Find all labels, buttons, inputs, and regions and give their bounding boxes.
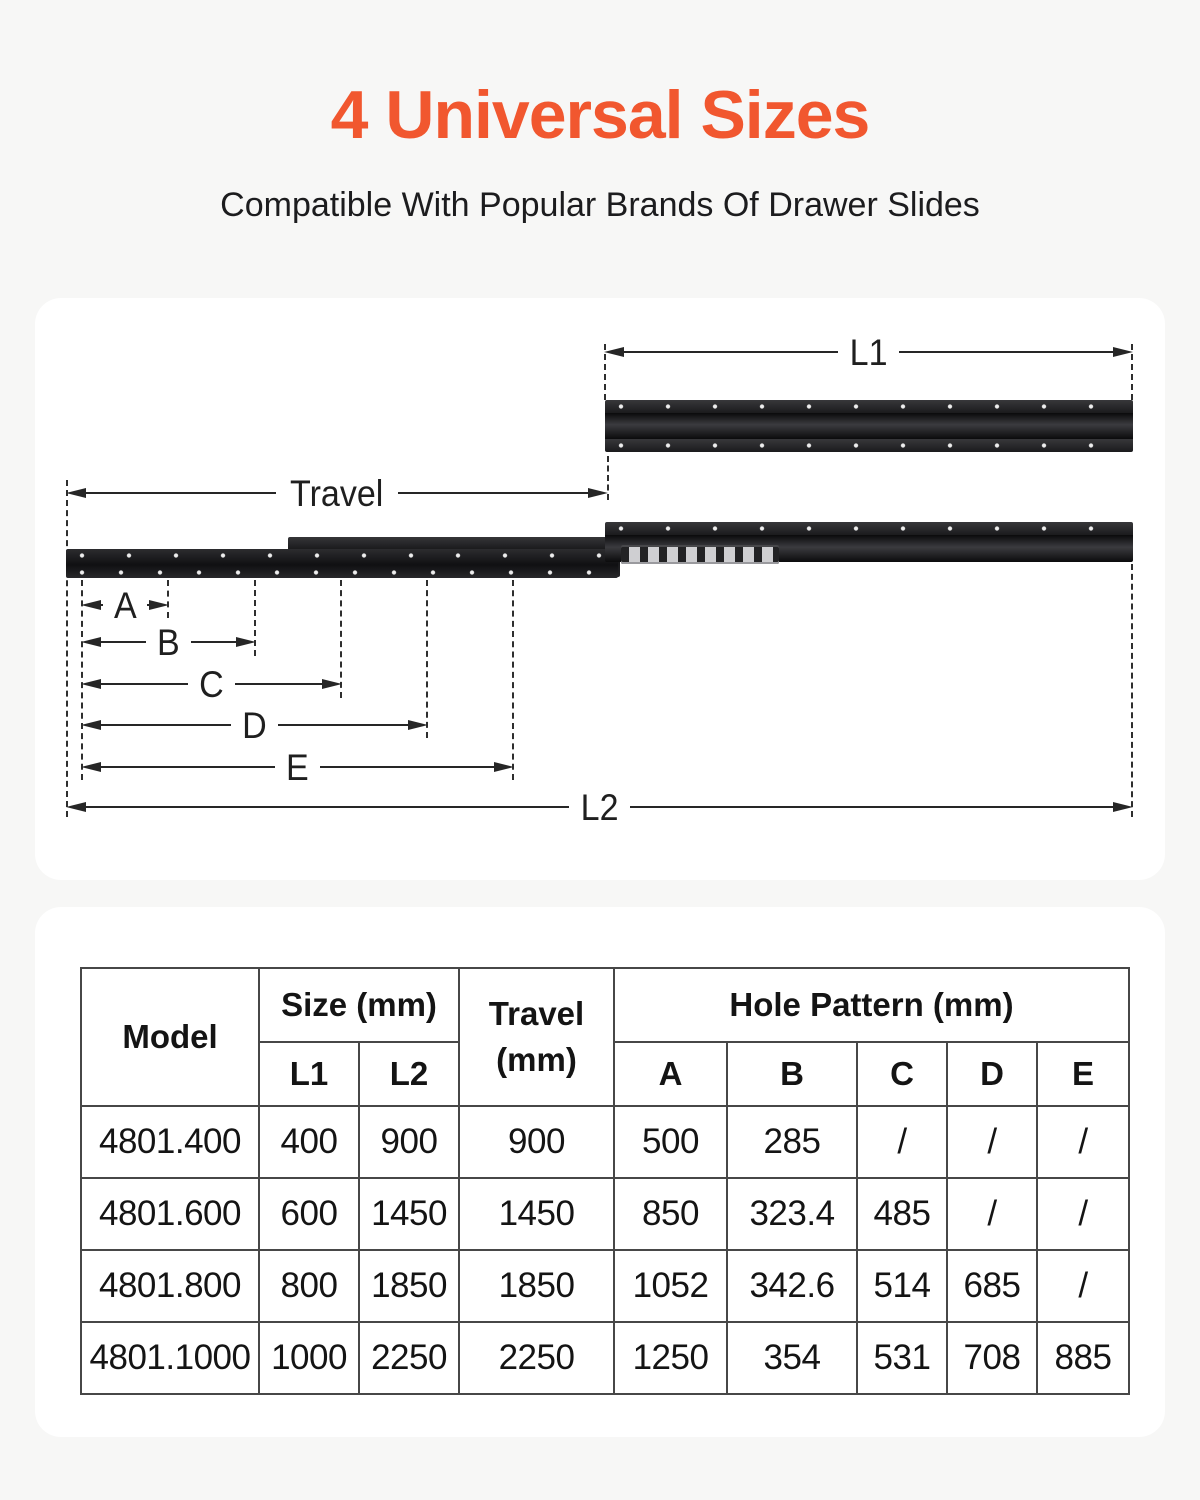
cell-model: 4801.400 [81,1106,259,1178]
header-size: Size (mm) [259,968,459,1042]
header-b: B [727,1042,857,1106]
cell-l1: 800 [259,1250,359,1322]
drawer-slide-top-rail [605,400,1133,452]
dimension-label-a: A [113,584,137,626]
dimension-label-l2: L2 [580,786,619,828]
cell-model: 4801.1000 [81,1322,259,1394]
arrowhead-right-icon [1113,347,1133,357]
cell-model: 4801.800 [81,1250,259,1322]
cell-a: 500 [614,1106,727,1178]
extension-line-l2-right [1131,564,1133,817]
dimension-first-hole-offset [43,599,81,611]
cell-c: 514 [857,1250,947,1322]
rail-body [605,413,1133,439]
arrowhead-left-icon [604,347,624,357]
header-travel [459,968,614,1106]
header-l2: L2 [359,1042,459,1106]
dimension-b [81,620,256,664]
cell-l1: 400 [259,1106,359,1178]
header-e: E [1037,1042,1129,1106]
dimension-label-b: B [157,621,180,663]
spec-table [80,967,1130,1395]
spec-row [81,1178,1129,1250]
dimension-c [81,662,342,706]
header-travel-line1: Travel [488,994,585,1032]
header-c: C [857,1042,947,1106]
cell-a: 850 [614,1178,727,1250]
screw-holes [617,525,1121,532]
screw-holes [78,552,606,559]
cell-c: 531 [857,1322,947,1394]
ball-bearing-cage [621,545,779,564]
dimension-label-c: C [199,663,224,705]
cell-d: 685 [947,1250,1037,1322]
dimension-label-e: E [286,746,309,788]
header-l1: L1 [259,1042,359,1106]
spec-row [81,1322,1129,1394]
screw-holes [78,569,606,576]
cell-l2: 2250 [359,1322,459,1394]
cell-travel: 1850 [459,1250,614,1322]
arrowhead-left-icon [66,488,86,498]
rail-top-flange [605,522,1133,535]
cell-l1: 600 [259,1178,359,1250]
cell-a: 1250 [614,1322,727,1394]
cell-l2: 1450 [359,1178,459,1250]
cell-a: 1052 [614,1250,727,1322]
cell-l2: 1850 [359,1250,459,1322]
cell-model: 4801.600 [81,1178,259,1250]
cell-travel: 900 [459,1106,614,1178]
drawer-slide-inner-member [66,549,618,578]
cell-c: 485 [857,1178,947,1250]
spec-row [81,1250,1129,1322]
spec-row [81,1106,1129,1178]
header-a: A [614,1042,727,1106]
dimension-e [81,745,514,789]
cell-d: / [947,1178,1037,1250]
header-model: Model [81,968,259,1106]
dimension-l2 [66,785,1133,829]
dimension-label-d: D [242,704,267,746]
header-hole-pattern: Hole Pattern (mm) [614,968,1129,1042]
cell-b: 342.6 [727,1250,857,1322]
cell-travel: 1450 [459,1178,614,1250]
cell-d: 708 [947,1322,1037,1394]
cell-d: / [947,1106,1037,1178]
cell-l1: 1000 [259,1322,359,1394]
cell-c: / [857,1106,947,1178]
page-title: 4 Universal Sizes [330,77,870,153]
cell-travel: 2250 [459,1322,614,1394]
cell-e: 885 [1037,1322,1129,1394]
dimension-label-travel: Travel [290,472,384,514]
header-travel-line2: (mm) [496,1041,577,1078]
cell-b: 323.4 [727,1178,857,1250]
page-subtitle: Compatible With Popular Brands Of Drawer Slides [220,186,980,224]
arrowhead-right-icon [588,488,608,498]
cell-e: / [1037,1250,1129,1322]
cell-b: 354 [727,1322,857,1394]
diagram-panel [35,298,1165,880]
extension-line-left [66,480,68,817]
dimension-travel [66,471,608,515]
dimension-d [81,703,428,747]
dimension-label-l1: L1 [849,331,888,373]
cell-l2: 900 [359,1106,459,1178]
cell-b: 285 [727,1106,857,1178]
rail-top-flange [605,400,1133,413]
header-d: D [947,1042,1037,1106]
cell-e: / [1037,1106,1129,1178]
rail-bottom-flange [605,439,1133,452]
screw-holes [617,442,1121,449]
spec-table-panel [35,907,1165,1437]
screw-holes [617,403,1121,410]
cell-e: / [1037,1178,1129,1250]
dimension-l1 [604,330,1133,374]
